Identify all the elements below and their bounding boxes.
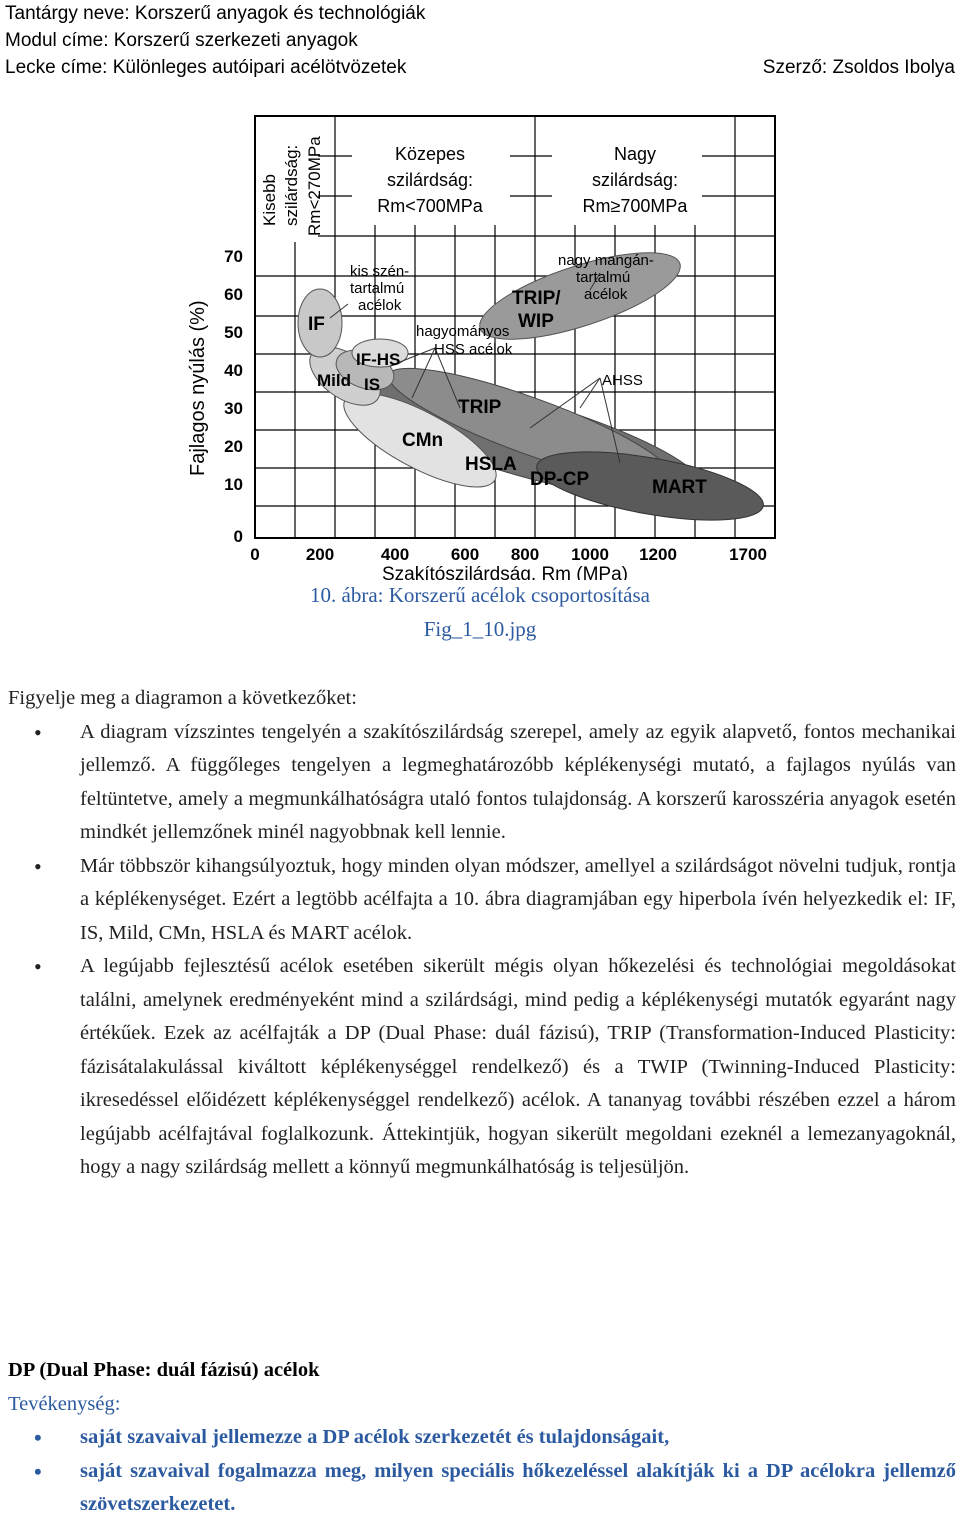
- intro-paragraph: Figyelje meg a diagramon a következőket:: [8, 687, 357, 709]
- task-list: [8, 1421, 956, 1522]
- x-tick: 400: [380, 545, 410, 564]
- steel-classification-figure: [180, 108, 780, 580]
- ann-low-carbon-2: tartalmú: [350, 280, 405, 297]
- module-line: Modul címe: Korszerű szerkezeti anyagok: [5, 30, 358, 51]
- x-tick: 600: [450, 545, 480, 564]
- figure-filename: Fig_1_10.jpg: [423, 617, 537, 641]
- col3-line2: szilárdság:: [591, 170, 679, 190]
- x-tick: 0: [250, 545, 260, 564]
- label-DP-CP: DP-CP: [530, 469, 590, 490]
- x-tick: 800: [510, 545, 540, 564]
- ann-low-carbon-1: kis szén-: [350, 263, 410, 280]
- lesson-line: Lecke címe: Különleges autóipari acélötvözetek: [5, 57, 407, 78]
- col1-line2: szilárdság:: [282, 144, 301, 226]
- activity-label: Tevékenység:: [8, 1393, 121, 1415]
- ann-hss-2: HSS acélok: [434, 341, 513, 358]
- ann-high-mn-3: acélok: [584, 286, 628, 303]
- y-tick: 20: [224, 437, 243, 456]
- list-item: • A diagram vízszintes tengelyén a szakítószilárdság szerepel, amely az egyik alapvető, fontos mechanikai jellemző. A függőleges tengelyen a legmeghatározóbb képlékenységi mutató, a fajlagos nyúlás van feltüntetve, amely a megmunkálhatóságra utaló fontos tulajdonság. A korszerű karosszéria anyagok esetén mindkét jellemzőnek minél nagyobbnak kell lennie.: [8, 716, 956, 850]
- body-text: [8, 682, 956, 1185]
- y-tick-labels: [224, 247, 243, 546]
- col2-line1: Közepes: [394, 144, 466, 164]
- col2-line2: szilárdság:: [386, 170, 474, 190]
- figure-caption: 10. ábra: Korszerű acélok csoportosítása: [310, 583, 650, 607]
- subject-line: Tantárgy neve: Korszerű anyagok és technológiák: [5, 3, 426, 24]
- label-HSLA: HSLA: [465, 454, 517, 475]
- y-tick: 50: [224, 323, 243, 342]
- ann-hss-1: hagyományos: [416, 323, 510, 340]
- dp-section: [8, 1353, 956, 1522]
- x-tick: 1700: [729, 545, 767, 564]
- col3-line3: Rm≥700MPa: [582, 196, 688, 216]
- ann-low-carbon-3: acélok: [358, 297, 402, 314]
- y-tick: 30: [224, 399, 243, 418]
- y-tick: 0: [233, 527, 243, 546]
- list-item: • Már többször kihangsúlyoztuk, hogy minden olyan módszer, amellyel a szilárdságot növelni tudjuk, rontja a képlékenységet. Ezért a legtöbb acélfajta a 10. ábra diagramjában egy hiperbola ívén helyezkedik el: IF, IS, Mild, CMn, HSLA és MART acélok.: [8, 850, 956, 951]
- author-line: Szerző: Zsoldos Ibolya: [762, 57, 955, 78]
- label-AHSS: AHSS: [602, 372, 643, 389]
- y-tick: 70: [224, 247, 243, 266]
- section-heading: DP (Dual Phase: duál fázisú) acélok: [8, 1359, 320, 1381]
- x-axis-label: Szakítószilárdság, Rm (MPa): [381, 564, 629, 580]
- figure-svg: [180, 108, 780, 580]
- y-tick: 10: [224, 475, 243, 494]
- col1-line1: Kisebb: [260, 174, 279, 226]
- label-IF-HS: IF-HS: [356, 350, 401, 369]
- col3-line1: Nagy: [613, 144, 657, 164]
- observation-list: [8, 716, 956, 1185]
- ann-high-mn-2: tartalmú: [576, 269, 631, 286]
- list-item: • saját szavaival jellemezze a DP acélok szerkezetét és tulajdonságait,: [8, 1421, 956, 1455]
- col1-line3: Rm<270MPa: [305, 136, 324, 236]
- list-item: • A legújabb fejlesztésű acélok esetében sikerült mégis olyan hőkezelési és technológiai megoldásokat találni, amelynek eredményeként mind a szilárdsági, mind pedig a képlékenységi mutatók egyaránt nagy értékűek. Ezek az acélfajták a DP (Dual Phase: duál fázisú), TRIP (Transformation-Induced Plasticity: fázisátalakulással kiváltott képlékenységgel rendelkező) és a TWIP (Twinning-Induced Plasticity: ikresedéssel előidézett képlékenységgel rendelkező) acélok. A tananyag további részében ezzel a három legújabb acélfajtával foglalkozunk. Áttekintjük, hogyan sikerült megoldani ezeknél a lemezanyagoknál, hogy a nagy szilárdság mellett a könnyű megmunkálhatóság is teljesüljön.: [8, 950, 956, 1185]
- label-TRIP-slash: TRIP/: [512, 288, 561, 309]
- label-MART: MART: [652, 477, 707, 498]
- label-TRIP: TRIP: [458, 397, 502, 418]
- x-tick-labels: [250, 545, 767, 564]
- x-tick: 200: [305, 545, 335, 564]
- x-tick: 1000: [571, 545, 609, 564]
- label-IS: IS: [364, 375, 381, 394]
- col2-line3: Rm<700MPa: [377, 196, 483, 216]
- label-WIP: WIP: [518, 311, 554, 332]
- label-IF: IF: [308, 314, 325, 335]
- list-item: • saját szavaival fogalmazza meg, milyen speciális hőkezeléssel alakítják ki a DP acélokra jellemző szövetszerkezetet.: [8, 1455, 956, 1522]
- y-axis-label: Fajlagos nyúlás (%): [187, 300, 209, 476]
- y-tick: 40: [224, 361, 243, 380]
- ann-high-mn-1: nagy mangán-: [558, 252, 654, 269]
- y-tick: 60: [224, 285, 243, 304]
- x-tick: 1200: [639, 545, 677, 564]
- page-header: [5, 0, 955, 81]
- label-CMn: CMn: [402, 430, 444, 451]
- label-Mild: Mild: [317, 371, 351, 390]
